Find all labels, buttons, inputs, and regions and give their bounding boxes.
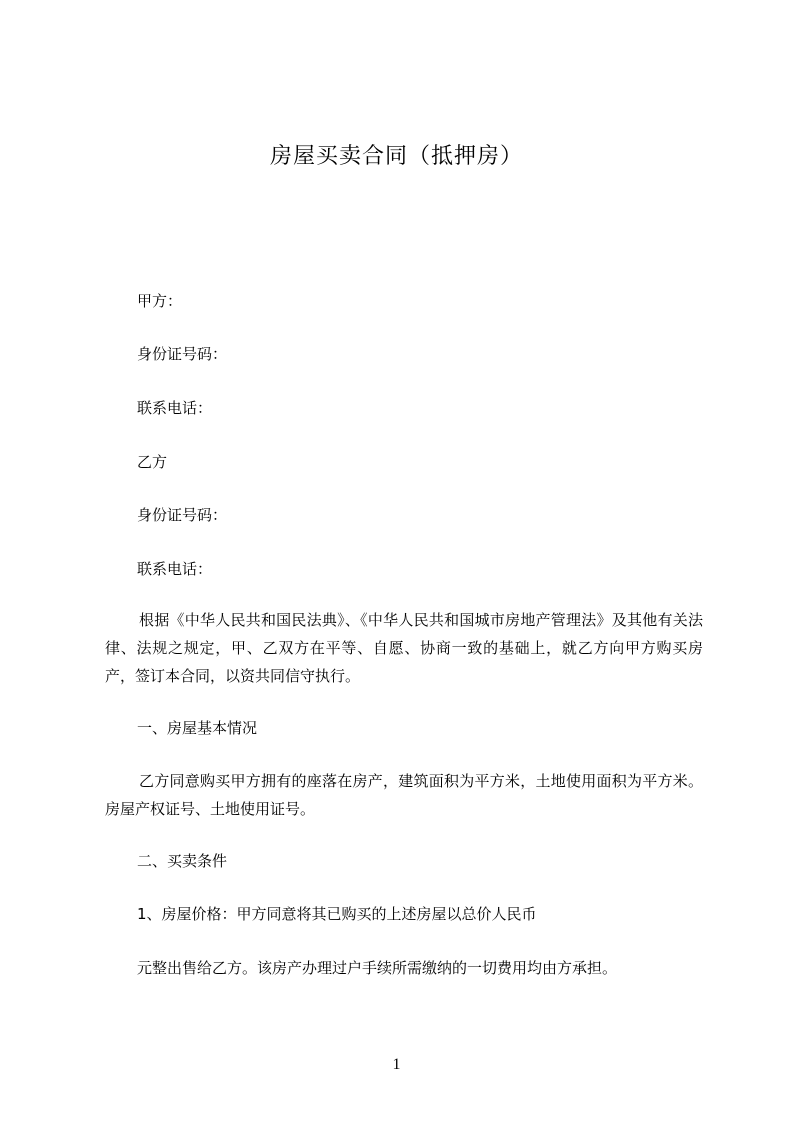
party-b-phone-label: 联系电话： [137, 560, 213, 578]
section-2-item-1-continued: 元整出售给乙方。该房产办理过户手续所需缴纳的一切费用均由方承担。 [137, 959, 618, 977]
preamble-paragraph: 根据《中华人民共和国民法典》、《中华人民共和国城市房地产管理法》及其他有关法律、法规之规定，甲、乙双方在平等、自愿、协商一致的基础上，就乙方向甲方购买房产，签订本合同，以资共同信守执行。 [105, 611, 703, 685]
party-b-label: 乙方 [137, 453, 168, 471]
document-title: 房屋买卖合同（抵押房） [269, 144, 523, 169]
section-1-body: 乙方同意购买甲方拥有的座落在房产，建筑面积为平方米，土地使用面积为平方米。房屋产权证号、土地使用证号。 [105, 772, 703, 818]
section-2-item-1: 1、房屋价格：甲方同意将其已购买的上述房屋以总价人民币 [137, 905, 537, 923]
section-2-heading: 二、买卖条件 [137, 852, 228, 870]
party-a-phone-label: 联系电话： [137, 399, 213, 417]
page-number: 1 [392, 1056, 401, 1073]
party-b-id-label: 身份证号码： [137, 506, 228, 524]
section-1-heading: 一、房屋基本情况 [137, 719, 258, 737]
party-a-id-label: 身份证号码： [137, 345, 228, 363]
party-a-label: 甲方： [137, 292, 183, 310]
